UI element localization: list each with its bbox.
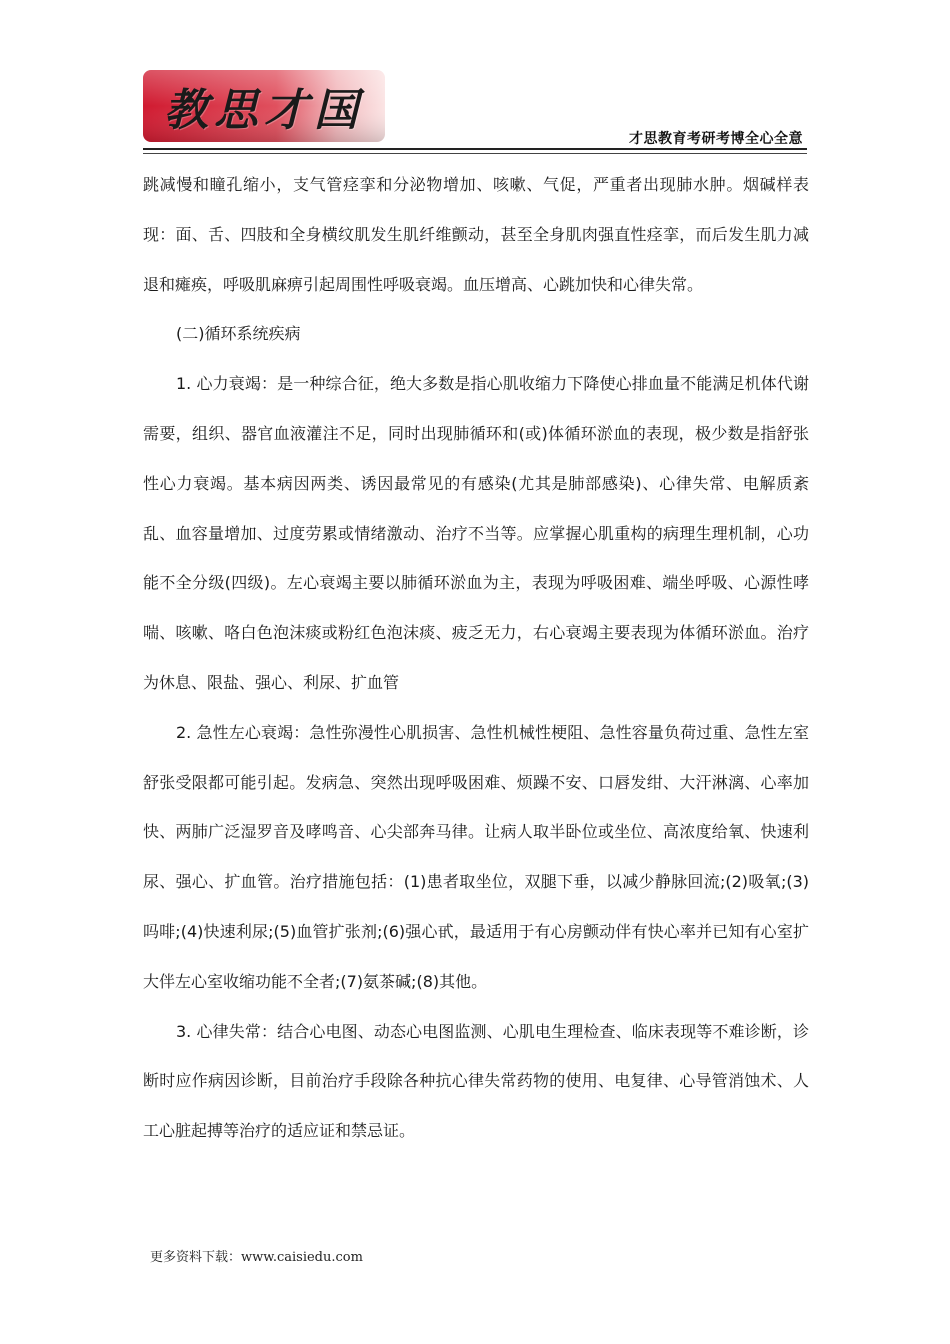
paragraph-acute-left-heart-failure: 2. 急性左心衰竭：急性弥漫性心肌损害、急性机械性梗阻、急性容量负荷过重、急性左室舒张受限都可能引起。发病急、突然出现呼吸困难、烦躁不安、口唇发绀、大汗淋漓、心率加快、两肺广泛湿罗音及哮鸣音、心尖部奔马律。让病人取半卧位或坐位、高浓度给氧、快速利尿、强心、扩血管。治疗措施包括：(1)患者取坐位，双腿下垂，以减少静脉回流;(2)吸氧;(3)吗啡;(4)快速利尿;(5)血管扩张剂;(6)强心甙，最适用于有心房颤动伴有快心率并已知有心室扩大伴左心室收缩功能不全者;(7)氨茶碱;(8)其他。 (143, 722, 809, 991)
header-tagline: 才思教育考研考博全心全意 (629, 131, 803, 147)
logo-text: 教思才国 (164, 85, 364, 136)
header-rule-thick (143, 148, 807, 150)
logo (143, 70, 385, 142)
page-footer: 更多资料下载：www.caisiedu.com (150, 1250, 363, 1265)
document-body (143, 160, 809, 1156)
paragraph-arrhythmia: 3. 心律失常：结合心电图、动态心电图监测、心肌电生理检查、临床表现等不难诊断，诊断时应作病因诊断，目前治疗手段除各种抗心律失常药物的使用、电复律、心导管消蚀术、人工心脏起搏等治疗的适应证和禁忌证。 (143, 1021, 809, 1141)
paragraph-heart-failure: 1. 心力衰竭：是一种综合征，绝大多数是指心肌收缩力下降使心排血量不能满足机体代谢需要，组织、器官血液灌注不足，同时出现肺循环和(或)体循环淤血的表现，极少数是指舒张性心力衰竭。基本病因两类、诱因最常见的有感染(尤其是肺部感染)、心律失常、电解质紊乱、血容量增加、过度劳累或情绪激动、治疗不当等。应掌握心肌重构的病理生理机制，心功能不全分级(四级)。左心衰竭主要以肺循环淤血为主，表现为呼吸困难、端坐呼吸、心源性哮喘、咳嗽、咯白色泡沫痰或粉红色泡沫痰、疲乏无力，右心衰竭主要表现为体循环淤血。治疗为休息、限盐、强心、利尿、扩血管 (143, 374, 809, 692)
section-heading: (二)循环系统疾病 (176, 324, 301, 344)
paragraph-continuation: 跳减慢和瞳孔缩小，支气管痉挛和分泌物增加、咳嗽、气促，严重者出现肺水肿。烟碱样表现：面、舌、四肢和全身横纹肌发生肌纤维颤动，甚至全身肌肉强直性痉挛，而后发生肌力减退和瘫痪，呼吸肌麻痹引起周围性呼吸衰竭。血压增高、心跳加快和心律失常。 (143, 175, 809, 294)
page-header (143, 70, 807, 154)
header-rule-thin (143, 153, 807, 154)
